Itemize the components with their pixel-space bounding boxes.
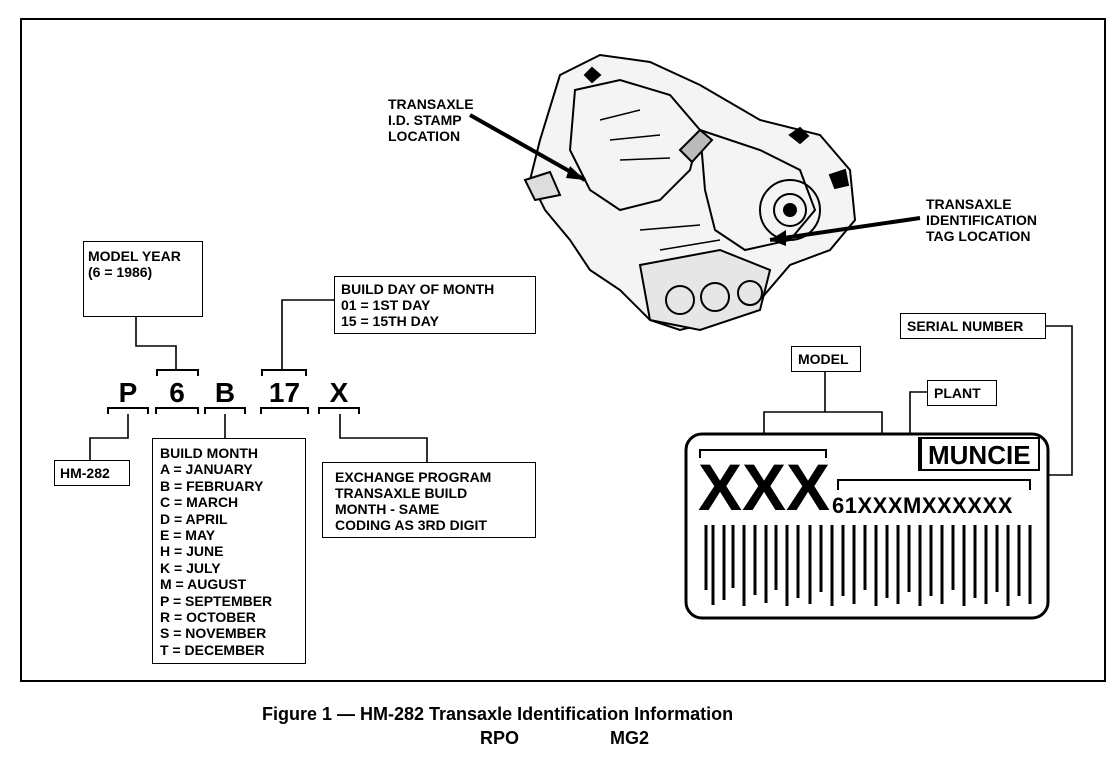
serial-number-box: SERIAL NUMBER <box>900 313 1046 339</box>
tag-location-label: TRANSAXLE IDENTIFICATION TAG LOCATION <box>926 196 1037 244</box>
tag-plant-frame <box>918 437 1040 471</box>
tag-serial: 61XXXMXXXXXX <box>832 493 1013 518</box>
exchange-box: EXCHANGE PROGRAM TRANSAXLE BUILD MONTH - SAME CODING AS 3RD DIGIT <box>322 462 536 538</box>
code-char-month: B <box>214 377 236 408</box>
tag-model-code: XXX <box>698 450 831 524</box>
figure-caption: Figure 1 — HM-282 Transaxle Identification Information <box>262 704 734 724</box>
code-char-year: 6 <box>169 377 185 408</box>
code-char-p: P <box>118 377 138 408</box>
model-year-box: MODEL YEAR (6 = 1986) <box>83 241 203 317</box>
plant-box: PLANT <box>927 380 997 406</box>
code-char-exchange: X <box>329 377 349 408</box>
rpo-label: RPO <box>480 728 520 748</box>
tag-plant-name: MUNCIE <box>928 440 1031 470</box>
stamp-location-label: TRANSAXLE I.D. STAMP LOCATION <box>388 96 474 144</box>
transaxle-illustration <box>525 55 855 330</box>
code-char-day: 17 <box>268 377 301 408</box>
build-day-box: BUILD DAY OF MONTH 01 = 1ST DAY 15 = 15TH DAY <box>334 276 536 334</box>
model-box: MODEL <box>791 346 861 372</box>
hm282-box: HM-282 <box>54 460 130 486</box>
build-month-box: BUILD MONTH A = JANUARY B = FEBRUARY C = MARCH D = APRIL E = MAY H = JUNE K = JULY M = AUGUST P = SEPTEMBER R = OCTOBER S = NOVEMBER T = DECEMBER <box>152 438 306 664</box>
rpo-value: MG2 <box>610 728 650 748</box>
